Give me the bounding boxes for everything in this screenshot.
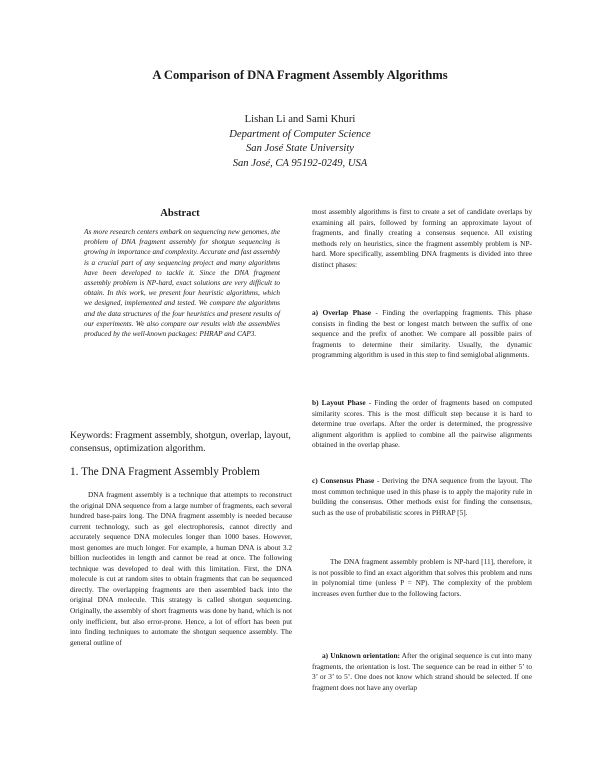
phase-overlap-text: - Finding the overlapping fragments. This phase consists in finding the best or longest match between the suffix of one sequence and the prefix of another. We compare all possible pairs of fragments to determine their similarity. Usually, the dynamic programming algorithm is used in this step to find semiglobal alignments. [312, 308, 532, 359]
phase-consensus [312, 476, 532, 518]
paper-title: A Comparison of DNA Fragment Assembly Algorithms [152, 68, 448, 82]
keywords: Keywords: Fragment assembly, shotgun, overlap, layout, consensus, optimization algorithm. [70, 430, 291, 454]
phase-layout-lead: b) Layout Phase [312, 398, 366, 407]
author-block [150, 113, 450, 171]
phase-overlap [312, 308, 532, 361]
factor-text: After the original sequence is cut into many fragments, the orientation is lost. The sequence can be read in either 5’ to 3’ or 3’ to 5’. One does not know which strand should be selected. If one fragment does not have any overlap [312, 651, 532, 692]
address: San José, CA 95192-0249, USA [232, 157, 368, 169]
university: San José State University [246, 143, 354, 154]
phase-consensus-lead: c) Consensus Phase [312, 476, 375, 485]
phase-overlap-lead: a) Overlap Phase [312, 308, 371, 317]
abstract-heading: Abstract [160, 208, 200, 219]
authors: Lishan Li and Sami Khuri [244, 114, 356, 125]
phase-consensus-text: - Deriving the DNA sequence from the layout. The most common technique used in this phase is to apply the majority rule in building the consensus. Other methods exist for finding the consensus, such as the use of probabilistic scores in PHRAP [5]. [312, 476, 532, 517]
abstract-text: As more research centers embark on sequencing new genomes, the problem of DNA fragment assembly for shotgun sequencing is growing in importance and complexity. Accurate and fast assembly is a crucial part of any sequencing project and many algorithms have been developed to tackle it. Since the DNA fragment assembly problem is NP-hard, exact solutions are very difficult to obtain. In this work, we present four heuristic algorithms, which we designed, implemented and tested. We compare the algorithms and the data structures of the four heuristics and present results of our experiments. We also compare our results with the assemblies produced by the well-known packages: PHRAP and CAP3. [84, 227, 280, 339]
section-paragraph: DNA fragment assembly is a technique that attempts to reconstruct the original DNA sequence from a large number of fragments, each several hundred base-pairs long. The DNA fragment assembly is needed because current technology, such as gel electrophoresis, cannot directly and accurately sequence DNA molecules longer than 1000 bases. However, most genomes are much longer. For example, a human DNA is about 3.2 billion nucleotides in length and cannot be read at once. The following technique was developed to deal with this limitation. First, the DNA molecule is cut at random sites to obtain fragments that can be sequenced directly. The overlapping fragments are then assembled back into the original DNA molecule. This strategy is called shotgun sequencing. Originally, the assembly of short fragments was done by hand, which is not only inefficient, but also error-prone. Hence, a lot of effort has been put into finding techniques to automate the shotgun sequence assembly. The general outline of [70, 490, 292, 647]
section-paragraph-continued: most assembly algorithms is first to create a set of candidate overlaps by examining all pairs, followed by forming an approximate layout of fragments, and finally creating a consensus sequence. All existing methods rely on heuristics, since the fragment assembly problem is NP-hard. More specifically, assembling DNA fragments is divided into three distinct phases: [312, 207, 532, 269]
factor-unknown-orientation [312, 651, 532, 693]
factor-lead: a) Unknown orientation: [322, 651, 400, 660]
section-heading: 1. The DNA Fragment Assembly Problem [70, 466, 260, 478]
phase-layout [312, 398, 532, 451]
complexity-paragraph: The DNA fragment assembly problem is NP-hard [11], therefore, it is not possible to find an exact algorithm that solves this problem and runs in polynomial time (unless P = NP). The complexity of the problem increases even further due to the following factors. [312, 557, 532, 598]
department: Department of Computer Science [229, 128, 371, 140]
phase-layout-text: - Finding the order of fragments based on computed similarity scores. This is the most difficult step because it is hard to determine true overlaps. After the order is determined, the progressive alignment algorithm is applied to combine all the pairwise alignments obtained in the overlap phase. [312, 398, 532, 449]
